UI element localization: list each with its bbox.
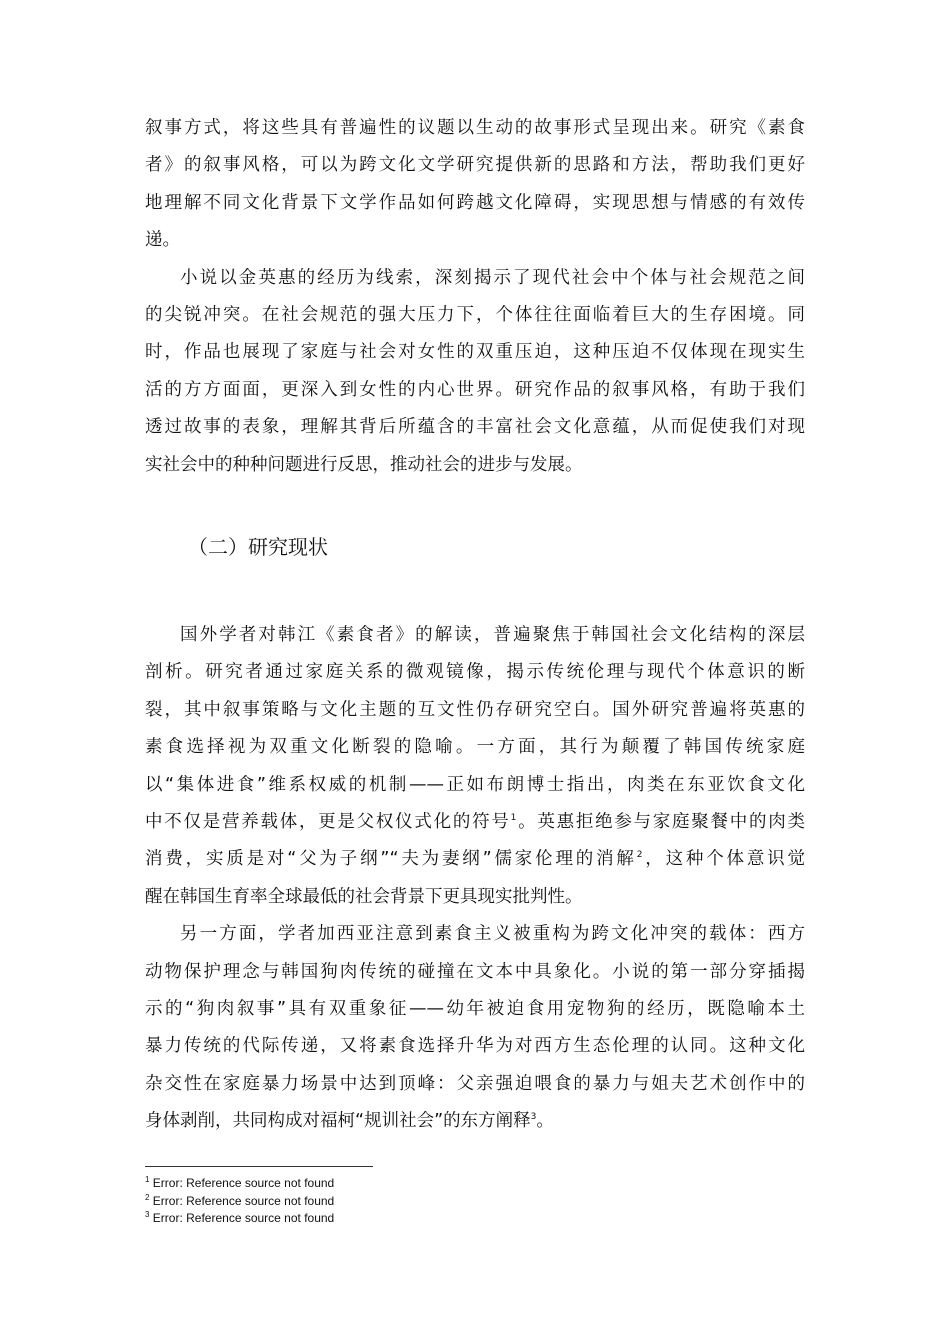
- paragraph-line: 时，作品也展现了家庭与社会对女性的双重压迫，这种压迫不仅体现在现实生: [145, 342, 805, 363]
- paragraph-4: [145, 916, 805, 1140]
- footnote-number: 3: [145, 1210, 150, 1219]
- footnote-number: 2: [145, 1192, 150, 1202]
- paragraph-2: [145, 260, 805, 484]
- footnote-ref[interactable]: 2: [636, 850, 643, 861]
- paragraph-line: 小说以金英惠的经历为线索，深刻揭示了现代社会中个体与社会规范之间: [180, 267, 805, 288]
- paragraph-line: 者》的叙事风格，可以为跨文化文学研究提供新的思路和方法，帮助我们更好: [145, 155, 805, 176]
- paragraph-line: 杂交性在家庭暴力场景中达到顶峰：父亲强迫喂食的暴力与姐夫艺术创作中的: [145, 1073, 805, 1094]
- text-segment: 身体剥削，共同构成对福柯“规训社会”的东方阐释: [145, 1111, 531, 1132]
- paragraph-line: 叙事方式，将这些具有普遍性的议题以生动的故事形式呈现出来。研究《素食: [145, 118, 805, 138]
- footnote: [145, 1175, 645, 1193]
- footnote-ref[interactable]: 3: [530, 1112, 537, 1123]
- paragraph-line: 素食选择视为双重文化断裂的隐喻。一方面，其行为颠覆了韩国传统家庭: [145, 737, 805, 758]
- footnote-text: Error: Reference source not found: [152, 1193, 335, 1208]
- paragraph-line: 暴力传统的代际传递，又将素食选择升华为对西方生态伦理的认同。这种文化: [145, 1036, 805, 1057]
- text-segment: 。: [536, 1111, 554, 1132]
- text-segment: 中不仅是营养载体，更是父权仪式化的符号: [145, 811, 511, 832]
- paragraph-line: 递。: [145, 230, 180, 251]
- paragraph-line: 醒在韩国生育率全球最低的社会背景下更具现实批判性。: [145, 886, 583, 907]
- footnote-number: 1: [145, 1175, 150, 1184]
- paragraph-1: [145, 110, 805, 260]
- text-segment: 。英惠拒绝参与家庭聚餐中的肉类: [516, 811, 805, 832]
- paragraph-line: 裂，其中叙事策略与文化主题的互文性仍存研究空白。国外研究普遍将英惠的: [145, 699, 805, 720]
- paragraph-line: 透过故事的表象，理解其背后所蕴含的丰富社会文化意蕴，从而促使我们对现: [145, 417, 805, 438]
- paragraph-line: [145, 1103, 805, 1140]
- paragraph-line: 动物保护理念与韩国狗肉传统的碰撞在文本中具象化。小说的第一部分穿插揭: [145, 961, 805, 982]
- footnote-separator: [145, 1166, 373, 1167]
- paragraph-line: 活的方方面面，更深入到女性的内心世界。研究作品的叙事风格，有助于我们: [145, 379, 805, 400]
- footnotes: [145, 1175, 645, 1228]
- footnote: [145, 1210, 645, 1228]
- paragraph-line: 地理解不同文化背景下文学作品如何跨越文化障碍，实现思想与情感的有效传: [145, 192, 805, 213]
- text-segment: 消费，实质是对“父为子纲”“夫为妻纲”儒家伦理的消解: [145, 849, 637, 870]
- text-segment: ，这种个体意识觉: [642, 849, 805, 870]
- paragraph-line: 国外学者对韩江《素食者》的解读，普遍聚焦于韩国社会文化结构的深层: [180, 625, 805, 645]
- paragraph-3: [145, 617, 805, 916]
- footnote-text: Error: Reference source not found: [152, 1211, 335, 1225]
- paragraph-line: 剖析。研究者通过家庭关系的微观镜像，揭示传统伦理与现代个体意识的断: [145, 662, 805, 683]
- paragraph-line: 另一方面，学者加西亚注意到素食主义被重构为跨文化冲突的载体：西方: [180, 924, 805, 945]
- paragraph-line: [145, 804, 805, 841]
- footnote-text: Error: Reference source not found: [152, 1176, 335, 1190]
- paragraph-line: 的尖锐冲突。在社会规范的强大压力下，个体往往面临着巨大的生存困境。同: [145, 304, 805, 325]
- paragraph-line: 示的“狗肉叙事”具有双重象征——幼年被迫食用宠物狗的经历，既隐喻本土: [145, 998, 805, 1019]
- paragraph-line: 以“集体进食”维系权威的机制——正如布朗博士指出，肉类在东亚饮食文化: [145, 774, 805, 795]
- paragraph-line: [145, 841, 805, 878]
- footnote: [145, 1193, 645, 1211]
- footnote-ref[interactable]: 1: [510, 812, 517, 823]
- section-heading: （二）研究现状: [188, 535, 328, 559]
- paragraph-line: 实社会中的种种问题进行反思，推动社会的进步与发展。: [145, 454, 583, 475]
